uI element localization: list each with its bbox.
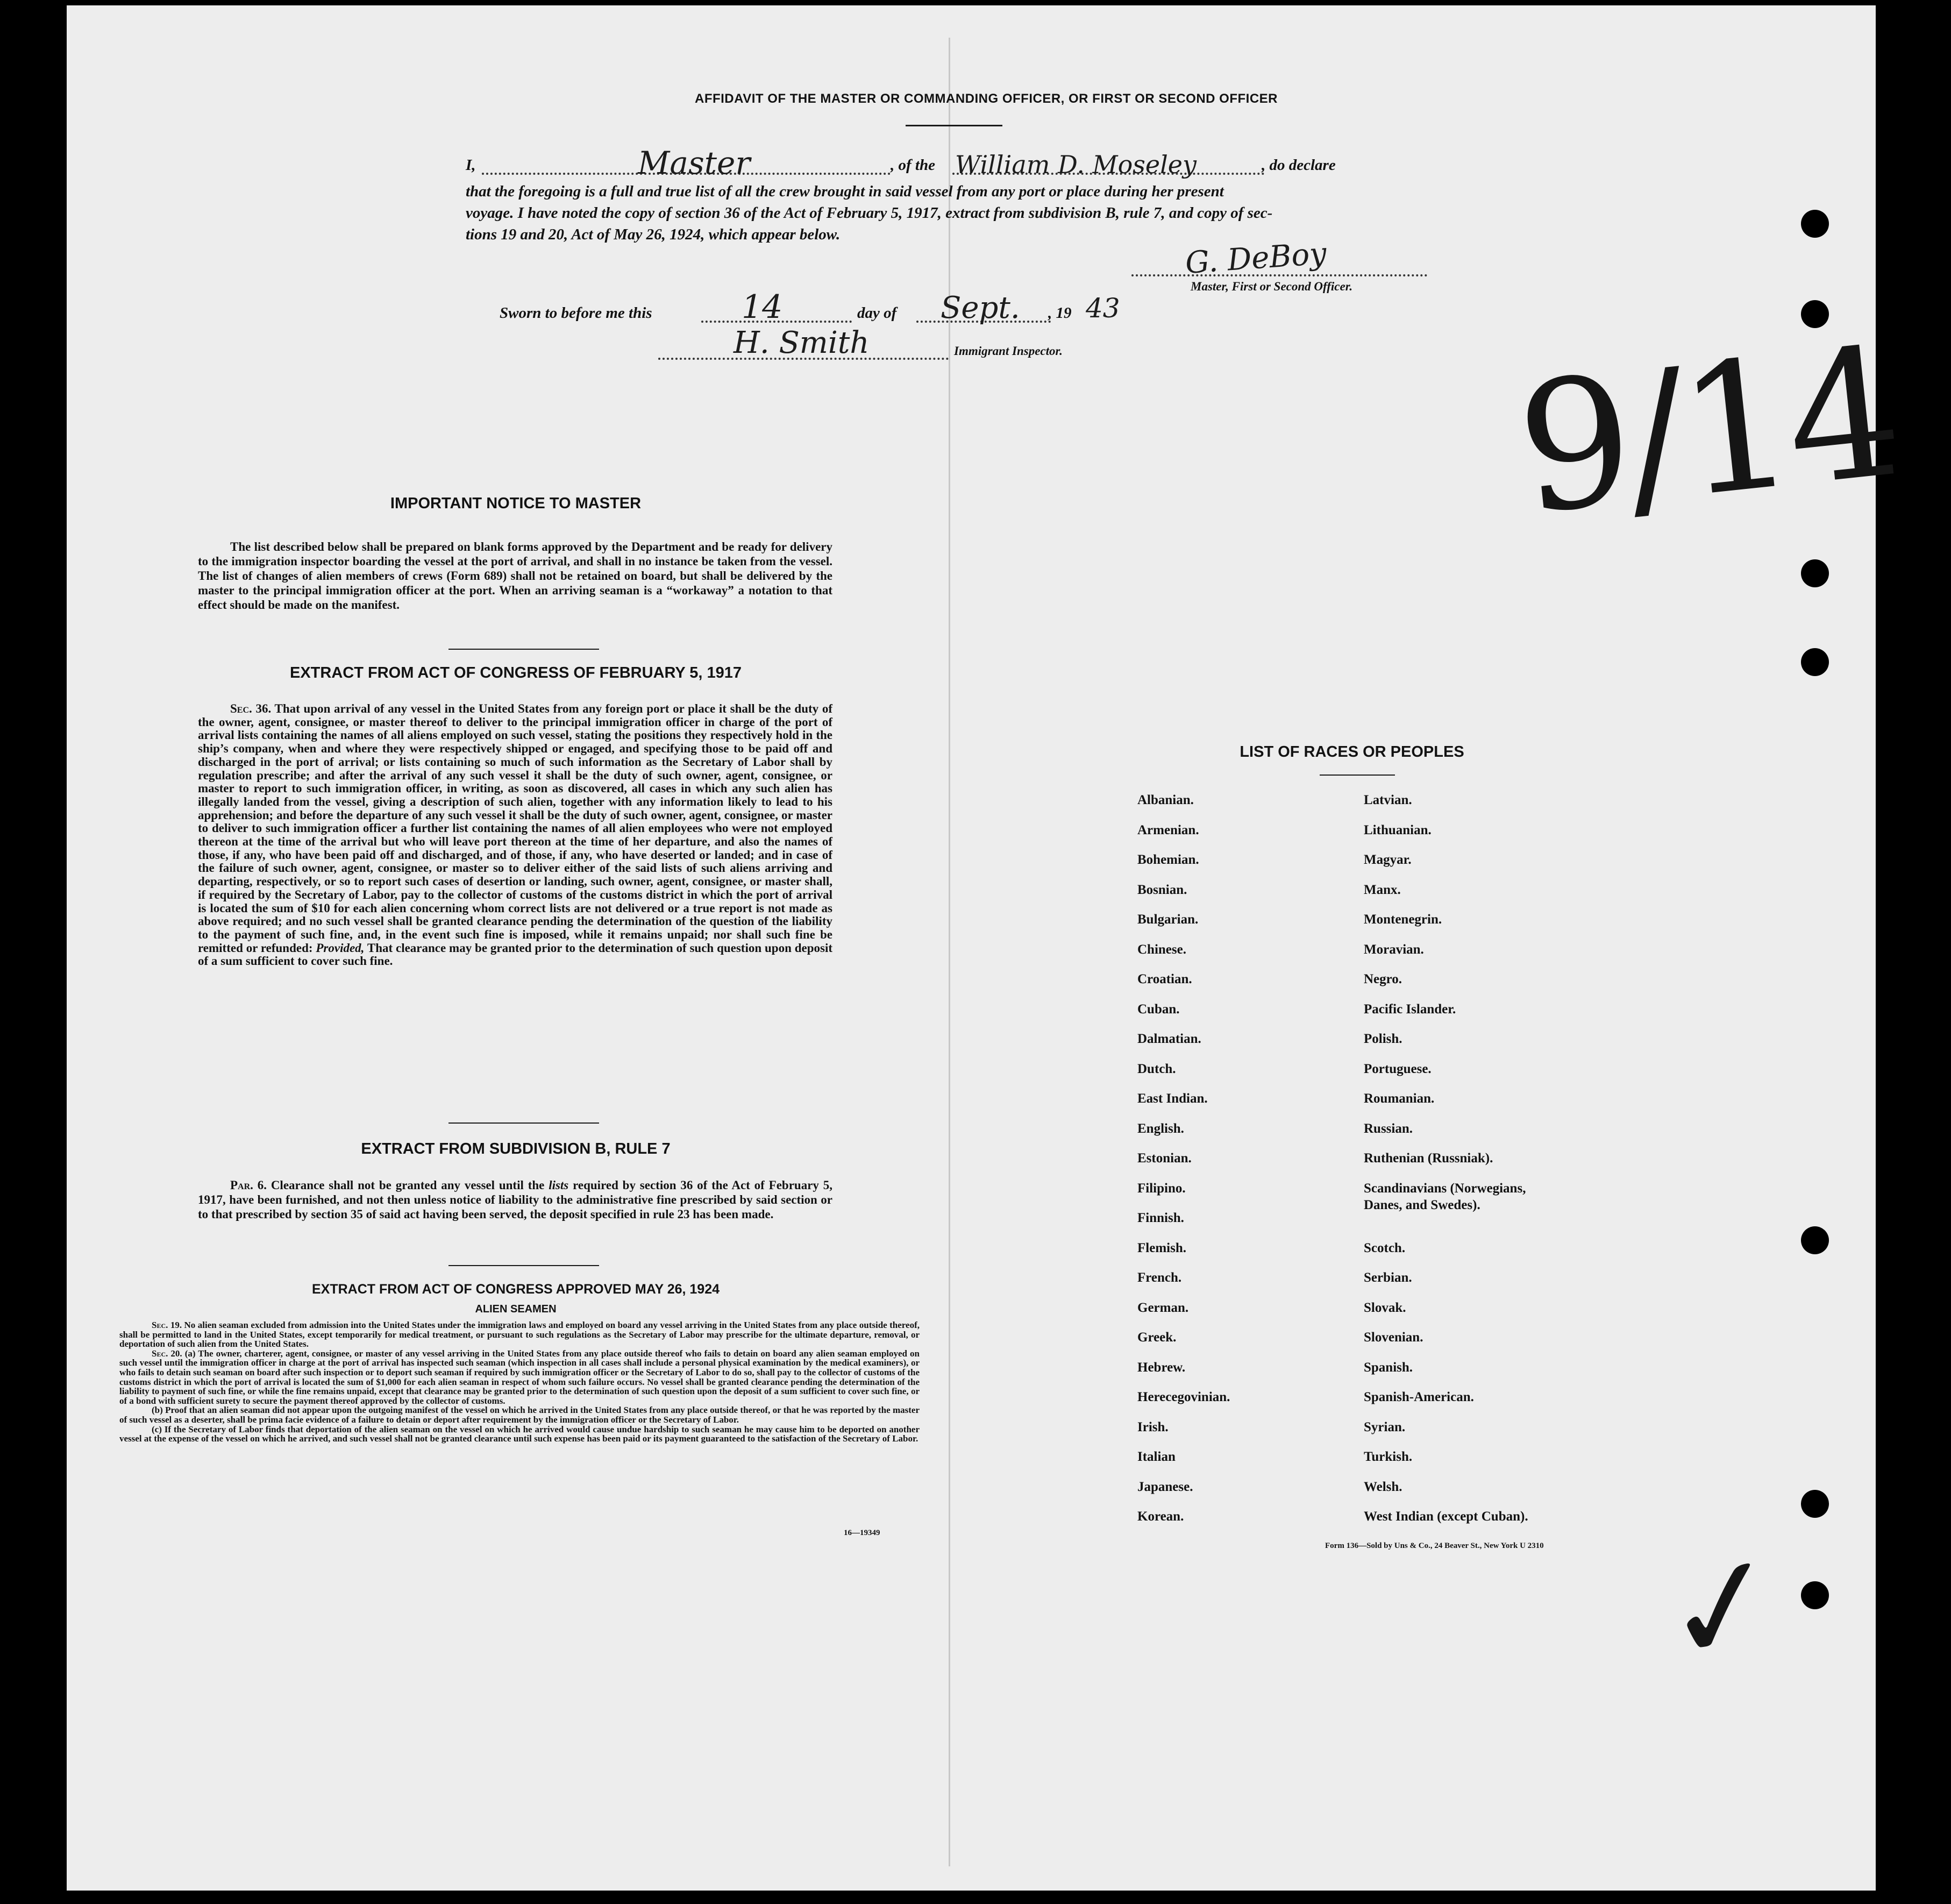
race-item-left: Italian (1137, 1450, 1176, 1464)
sec-19-text: No alien seaman excluded from admission into the United States under the immigration laws and employed on board any vessel arriving in the United States from any place outside thereof, shall be permitted to land in the United States, except temporarily for medical treatment, or pursuant to such regulations as the Secretary of Labor may prescribe for the ultimate departure, removal, or deportation of such alien from the United States. (119, 1320, 920, 1349)
punch-hole (1801, 648, 1829, 676)
extract-1924-subtitle: ALIEN SEAMEN (475, 1303, 557, 1315)
race-item-right: Ruthenian (Russniak). (1364, 1151, 1493, 1166)
race-item-left: English. (1137, 1121, 1184, 1136)
sec-20a-text: (a) The owner, charterer, agent, consignee, or master of any vessel arriving in the United States from any place outside thereof who fails to detain on board any alien seaman employed on such vessel until the immigration officer in charge at the port of arrival has inspected such seaman (which inspection in all cases shall include a personal physical examination by the medical examiners), or who fails to detain such seaman on board after such inspection or to deport such seaman if required by such immigration officer or the Secretary of Labor to do so, shall pay to the collector of customs of the customs district in which the port of arrival is located the sum of $1,000 for each alien seaman in respect of whom such failure occurs. No vessel shall be granted clearance pending the determination of the liability to payment of such fine, or while the fine remains unpaid, except that clearance may be granted prior to the determination of such question upon the deposit of a sum sufficient to cover such fine, or of a bond with sufficient surety to secure the payment thereof approved by the collector of customs. (119, 1348, 920, 1406)
extract-1924-title: EXTRACT FROM ACT OF CONGRESS APPROVED MAY 26, 1924 (311, 1282, 720, 1297)
race-item-left: Finnish. (1137, 1211, 1184, 1225)
sec-20c-paragraph: (c) If the Secretary of Labor finds that deportation of the alien seaman on the vessel on which he arrived would cause undue hardship to such seaman he may cause him to be deported on another vessel at the expense of the vessel on which he arrived, and such vessel shall not be granted clearance until such expense has been paid or its payment guaranteed to the satisfaction of the Secretary of Labor. (119, 1424, 920, 1444)
race-item-right: Portuguese. (1364, 1061, 1432, 1076)
extract-1917-title: EXTRACT FROM ACT OF CONGRESS OF FEBRUARY 5, 1917 (289, 664, 742, 681)
race-item-right: Magyar. (1364, 852, 1412, 867)
race-item-right: Russian. (1364, 1121, 1413, 1136)
race-item-left: German. (1137, 1300, 1189, 1315)
left-form-code: 16—19349 (844, 1529, 880, 1537)
notice-text: The list described below shall be prepared on blank forms approved by the Department and be ready for delivery to the immigration inspector boarding the vessel at the port of arrival, and shall in no instance be taken from the vessel. The list of changes of alien members of crews (Form 689) shall not be retained on board, but shall be delivered by the master to the principal immigration officer at the port. When an arriving seaman is a “workaway” a notation to that effect should be made on the manifest. (198, 540, 832, 612)
races-divider (1320, 775, 1395, 776)
race-item-right: Spanish. (1364, 1360, 1413, 1375)
sworn-month: Sept. (941, 290, 1020, 325)
title-divider (906, 125, 1002, 126)
race-item-left: Filipino. (1137, 1181, 1186, 1196)
race-item-right: Slovenian. (1364, 1330, 1423, 1345)
rule-7-title: EXTRACT FROM SUBDIVISION B, RULE 7 (361, 1140, 671, 1157)
check-mark-icon: ✓ (1650, 1518, 1795, 1699)
race-item-left: Flemish. (1137, 1240, 1186, 1255)
race-item-left: Irish. (1137, 1419, 1169, 1434)
race-item-left: Japanese. (1137, 1479, 1193, 1494)
race-item-right: Scandinavians (Norwegians, Danes, and Swedes). (1364, 1181, 1526, 1212)
race-item-left: Dutch. (1137, 1061, 1176, 1076)
race-item-right: Latvian. (1364, 793, 1412, 807)
sec-20a-paragraph (119, 1349, 920, 1406)
race-item-right: Roumanian. (1364, 1091, 1435, 1106)
affidavit-title: AFFIDAVIT OF THE MASTER OR COMMANDING OFFICER, OR FIRST OR SECOND OFFICER (694, 91, 1278, 106)
sworn-prefix: Sworn to before me this (500, 304, 652, 322)
race-item-left: Croatian. (1137, 972, 1192, 986)
master-signature-caption: Master, First or Second Officer. (1191, 280, 1353, 293)
race-item-left: Cuban. (1137, 1001, 1180, 1017)
punch-hole (1801, 210, 1829, 238)
sworn-year-prefix: , 19 (1048, 304, 1072, 322)
punch-hole (1801, 1490, 1829, 1518)
race-item-left: Greek. (1137, 1330, 1177, 1345)
extract-1917-text (198, 702, 832, 968)
race-item-right: West Indian (except Cuban). (1364, 1509, 1528, 1524)
race-item-right: Welsh. (1364, 1479, 1402, 1494)
inspector-signature: H. Smith (734, 325, 870, 360)
declare-vessel: William D. Moseley (955, 150, 1197, 179)
race-item-right: Spanish-American. (1364, 1390, 1474, 1404)
race-item-left: Albanian. (1137, 793, 1194, 807)
punch-hole (1801, 559, 1829, 587)
sec-36-label: Sec. 36. (230, 702, 272, 715)
sec-36-text: That upon arrival of any vessel in the United States from any foreign port or place it shall be the duty of the owner, agent, consignee, or master thereof to deliver to the principal immigration officer in charge of the port of arrival lists containing the names of all aliens employed on such vessel, stating the positions they respectively hold in the ship’s company, when and where they were respectively shipped or engaged, and specifying those to be paid off and discharged in the port of arrival; or lists containing so much of such information as the Secretary of Labor shall by regulation prescribe; and after the arrival of any such vessel it shall be the duty of such owner, agent, consignee, or master to report to such immigration officer, in writing, as soon as discovered, all cases in which any such alien has illegally landed from the vessel, giving a description of such alien, together with any information likely to lead to his apprehension; and before the departure of any such vessel it shall be the duty of such owner, agent, consignee, or master to deliver to such immigration officer a further list containing the names of all alien employees who were not employed thereon at the time of the arrival but who will leave port thereon at the time of her departure, and also the names of those, if any, who have been paid off and discharged, and of those, if any, who have deserted or landed; and in case of the failure of such owner, agent, consignee, or master so to deliver either of the said lists of such aliens arriving and departing, respectively, or so to report such cases of desertion or landing, such owner, agent, consignee, or master shall, if required by the Secretary of Labor, pay to the collector of customs of the customs district in which the port of arrival is located the sum of $10 for each alien concerning whom correct lists are not delivered or a true report is not made as above required; and no such vessel shall be granted clearance pending the determination of the question of the liability to the payment of such fine, and, in the event such fine is imposed, while it remains unpaid; nor shall such fine be remitted or refunded: (198, 702, 832, 955)
race-item-right: Montenegrin. (1364, 912, 1442, 927)
sec-19-label: Sec. 19. (152, 1320, 182, 1330)
race-item-left: East Indian. (1137, 1091, 1208, 1106)
par-6-text-b: required by section 36 of the Act of February 5, 1917, have been furnished, and not then unless notice of liability to the administrative fine prescribed by said section or to that prescribed by section 35 of said act having been served, the deposit specified in rule 23 has been made. (198, 1178, 832, 1221)
rule-7-divider (448, 1265, 599, 1266)
declare-of-the: , of the (891, 157, 935, 174)
race-item-left: Bulgarian. (1137, 912, 1199, 927)
race-item-left: Herecegovinian. (1137, 1390, 1230, 1404)
race-item-left: Chinese. (1137, 942, 1186, 957)
race-item-left: French. (1137, 1270, 1182, 1285)
race-item-right: Polish. (1364, 1032, 1402, 1046)
race-item-left: Korean. (1137, 1509, 1184, 1524)
extract-1924-text (119, 1320, 920, 1444)
race-item-left: Armenian. (1137, 822, 1199, 837)
race-item-left: Hebrew. (1137, 1360, 1186, 1375)
sec-20-label: Sec. 20. (152, 1348, 182, 1359)
affidavit-line-4: tions 19 and 20, Act of May 26, 1924, which appear below. (466, 226, 841, 243)
race-item-left: Bosnian. (1137, 882, 1187, 897)
par-6-lists: lists (549, 1178, 569, 1192)
sworn-day: 14 (742, 288, 783, 326)
race-item-right: Slovak. (1364, 1300, 1406, 1315)
punch-hole (1801, 1581, 1829, 1609)
race-item-right: Turkish. (1364, 1450, 1413, 1464)
rule-7-text (198, 1178, 832, 1221)
sec-19-paragraph (119, 1320, 920, 1349)
race-item-left: Bohemian. (1137, 852, 1199, 867)
declare-name: Master (638, 145, 751, 181)
inspector-caption: Immigrant Inspector. (954, 344, 1063, 358)
declare-do-declare: , do declare (1262, 157, 1336, 174)
sec-36-provided: Provided, (316, 941, 365, 955)
sworn-year: 43 (1086, 293, 1120, 324)
race-item-right: Negro. (1364, 972, 1402, 986)
race-item-right: Scotch. (1364, 1240, 1406, 1255)
sworn-day-of: day of (857, 304, 897, 322)
race-item-left: Estonian. (1137, 1151, 1192, 1166)
affidavit-line-2: that the foregoing is a full and true list of all the crew brought in said vessel from any port or place during her present (466, 183, 1224, 200)
race-item-right: Serbian. (1364, 1270, 1412, 1285)
extract-1917-divider (448, 1122, 599, 1124)
notice-divider (448, 649, 599, 650)
form-footer: Form 136—Sold by Uns & Co., 24 Beaver St., New York U 2310 (1325, 1541, 1544, 1550)
punch-hole (1801, 1226, 1829, 1254)
master-signature-line (1131, 274, 1427, 276)
sec-20b-paragraph: (b) Proof that an alien seaman did not appear upon the outgoing manifest of the vessel on which he arrived in the United States from any place outside thereof, or that he was reported by the master of such vessel as a deserter, shall be prima facie evidence of a failure to detain or deport after requirement by the immigration officer or the Secretary of Labor. (119, 1405, 920, 1425)
sec-36-text-end: That clearance may be granted prior to the determination of such question upon deposit of a sum sufficient to cover such fine. (198, 941, 832, 968)
race-item-right: Manx. (1364, 882, 1401, 897)
affidavit-line-3: voyage. I have noted the copy of section 36 of the Act of February 5, 1917, extract from subdivision B, rule 7, and copy of sec- (466, 204, 1273, 222)
par-6-label: Par. 6. (230, 1178, 267, 1192)
sworn-line (500, 290, 1252, 328)
race-item-right: Pacific Islander. (1364, 1001, 1456, 1017)
race-item-right: Syrian. (1364, 1419, 1406, 1434)
race-item-right: Lithuanian. (1364, 822, 1432, 837)
document-sheet (67, 5, 1906, 1891)
par-6-text-a: Clearance shall not be granted any vessel until the (270, 1178, 545, 1192)
declare-i: I, (466, 157, 476, 174)
races-title: LIST OF RACES OR PEOPLES (1240, 743, 1464, 761)
handwritten-date-mark: 9/14 (1508, 309, 1906, 554)
race-item-right: Moravian. (1364, 942, 1424, 957)
affidavit-line-1 (466, 145, 1541, 181)
master-signature: G. DeBoy (1184, 236, 1328, 281)
notice-title: IMPORTANT NOTICE TO MASTER (390, 495, 642, 512)
race-item-left: Dalmatian. (1137, 1032, 1201, 1046)
